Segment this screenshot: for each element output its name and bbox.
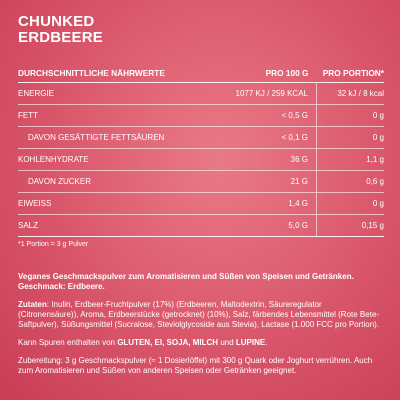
row-label-fat: FETT [18, 105, 208, 127]
allergen-joiner: und [218, 338, 236, 347]
allergen-prefix: Kann Spuren enthalten von [18, 338, 118, 347]
allergen-suffix: . [265, 338, 268, 347]
table-row [18, 105, 384, 127]
table-row [18, 149, 384, 171]
product-description: Veganes Geschmackspulver zum Aromatisieren und Süßen von Speisen und Getränken. Geschmack: Erdbeere. [18, 272, 354, 291]
row-portion-salt: 0,15 g [317, 215, 385, 237]
header-nutrients: DURCHSCHNITTLICHE NÄHRWERTE [18, 68, 165, 78]
row-label-energy: ENERGIE [18, 83, 208, 105]
row-per100-saturated-fat: < 0,1 G [208, 127, 317, 149]
product-title-line1: CHUNKED [18, 13, 95, 30]
ingredients-text [18, 300, 384, 330]
ingredients-label: Zutaten [18, 300, 47, 309]
nutrition-table-header [18, 68, 384, 83]
table-row [18, 193, 384, 215]
row-per100-fat: < 0,5 G [208, 105, 317, 127]
row-label-carbs: KOHLENHYDRATE [18, 149, 208, 171]
row-label-salt: SALZ [18, 215, 208, 237]
row-portion-energy: 32 kJ / 8 kcal [317, 83, 385, 105]
row-label-saturated-fat: DAVON GESÄTTIGTE FETTSÄUREN [18, 127, 208, 149]
row-per100-energy: 1077 KJ / 259 KCAL [208, 83, 317, 105]
row-portion-fat: 0 g [317, 105, 385, 127]
row-per100-salt: 5,0 G [208, 215, 317, 237]
row-label-sugar: DAVON ZUCKER [18, 171, 208, 193]
table-row [18, 83, 384, 105]
table-row [18, 215, 384, 237]
row-portion-protein: 0 g [317, 193, 385, 215]
portion-footnote: *1 Portion = 3 g Pulver [18, 241, 89, 248]
allergen-items: GLUTEN, EI, SOJA, MILCH [117, 338, 219, 347]
row-portion-sugar: 0,6 g [317, 171, 385, 193]
row-label-protein: EIWEISS [18, 193, 208, 215]
header-per-100g: PRO 100 G [265, 68, 309, 78]
header-per-portion: PRO PORTION* [322, 68, 384, 78]
allergen-note [18, 338, 384, 348]
product-title [18, 14, 384, 46]
ingredients-list: : Inulin, Erdbeer-Fruchtpulver (17%) (Erdbeeren, Maltodextrin, Säureregulator (Citronensäure)), Aroma, Erdbeerstücke (getrocknet) (10%), Salz, färbendes Lebensmittel (Rote Bete-Saftpulver), Süßungsmittel (Sucralose, Steviolglycoside aus Stevia), Lactase (1.000 FCC pro Portion). [18, 300, 380, 329]
row-per100-sugar: 21 G [208, 171, 317, 193]
preparation-text: Zubereitung: 3 g Geschmackspulver (≈ 1 Dosierlöffel) mit 300 g Quark oder Joghurt verrühren. Auch zum Aromatisieren und Süßen von anderen Speisen oder Getränken geeignet. [18, 356, 373, 375]
row-portion-carbs: 1,1 g [317, 149, 385, 171]
row-per100-protein: 1,4 G [208, 193, 317, 215]
row-portion-saturated-fat: 0 g [317, 127, 385, 149]
table-row [18, 127, 384, 149]
table-row [18, 171, 384, 193]
nutrition-table [18, 68, 384, 237]
row-per100-carbs: 36 G [208, 149, 317, 171]
product-title-line2: ERDBEERE [18, 29, 103, 46]
allergen-last: LUPINE [235, 338, 266, 347]
